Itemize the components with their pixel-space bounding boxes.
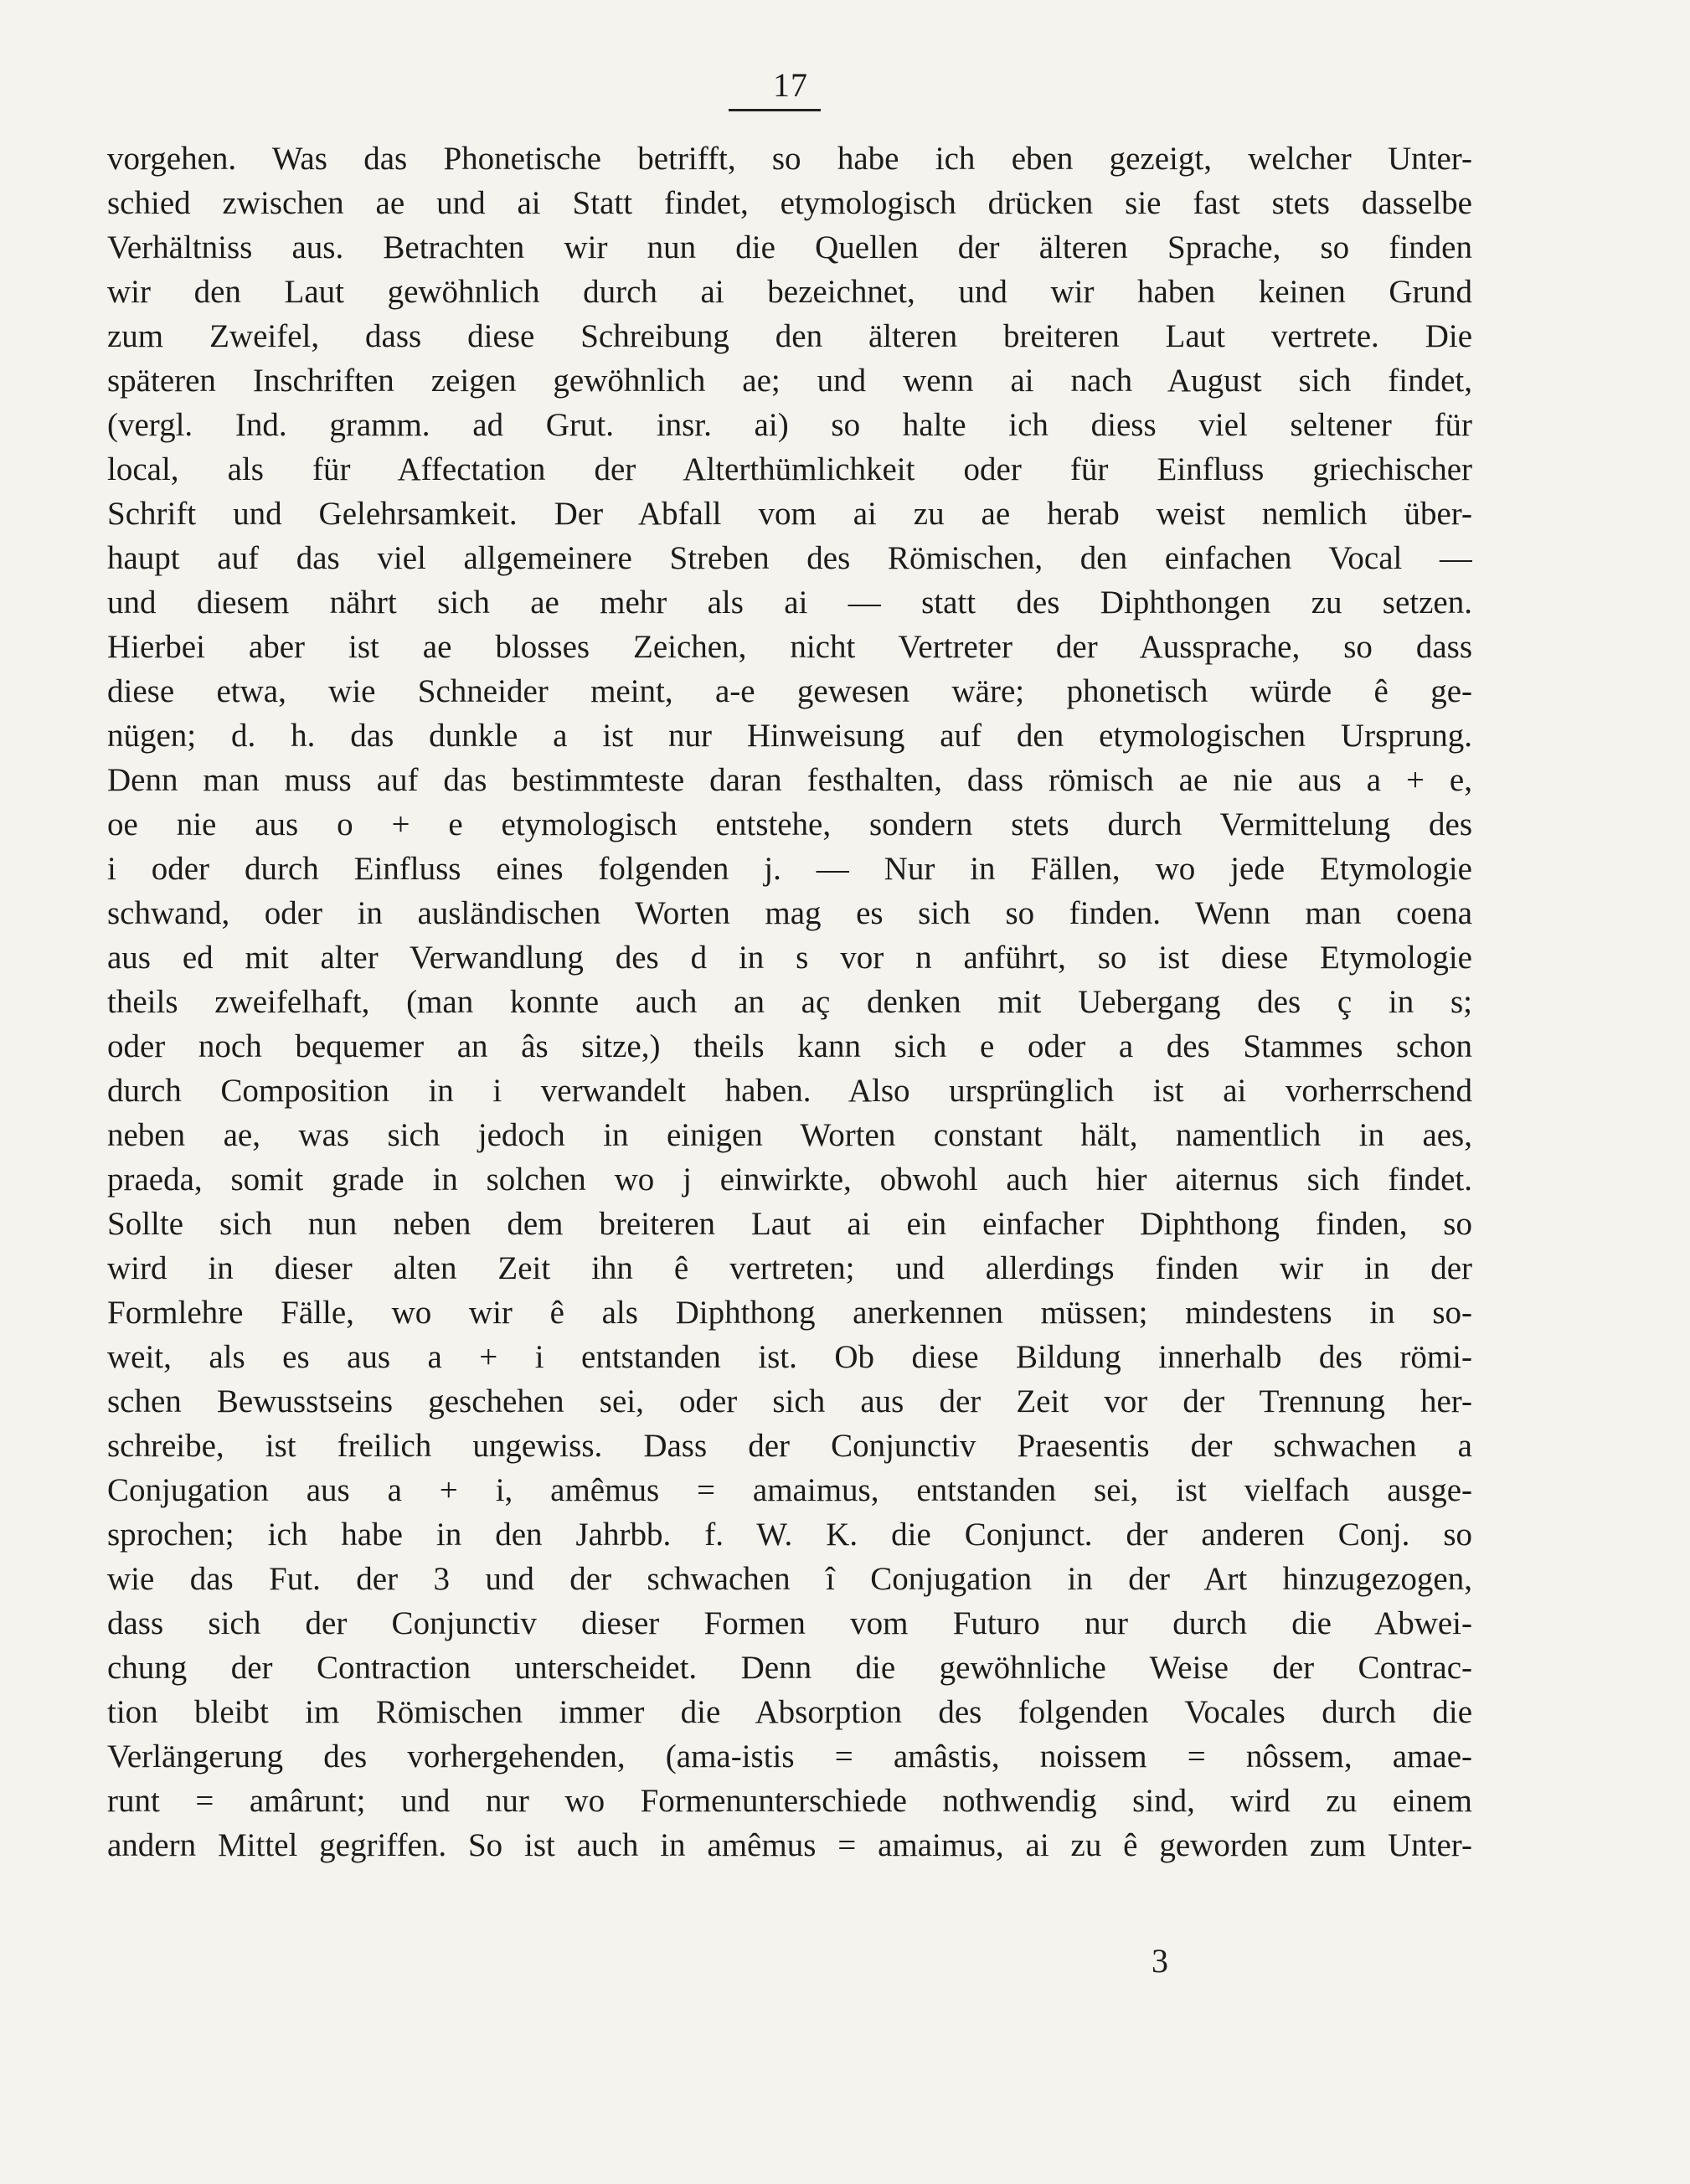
text-line: tion bleibt im Römischen immer die Absorption des folgenden Vocales durch die: [107, 1694, 1472, 1730]
text-line: theils zweifelhaft, (man konnte auch an aç denken mit Uebergang des ç in s;: [107, 984, 1472, 1020]
page-number-text: 17: [773, 66, 808, 104]
text-line: haupt auf das viel allgemeinere Streben des Römischen, den einfachen Vocal —: [107, 540, 1472, 576]
text-line: Formlehre Fälle, wo wir ê als Diphthong anerkennen müssen; mindestens in so-: [107, 1295, 1472, 1331]
text-line: und diesem nährt sich ae mehr als ai — statt des Diphthongen zu setzen.: [107, 585, 1472, 621]
text-line: schreibe, ist freilich ungewiss. Dass der Conjunctiv Praesentis der schwachen a: [107, 1428, 1472, 1464]
text-line: zum Zweifel, dass diese Schreibung den älteren breiteren Laut vertrete. Die: [107, 318, 1472, 354]
text-line: Hierbei aber ist ae blosses Zeichen, nicht Vertreter der Aussprache, so dass: [107, 629, 1472, 665]
text-line: aus ed mit alter Verwandlung des d in s vor n anführt, so ist diese Etymologie: [107, 940, 1472, 976]
text-line: runt = amârunt; und nur wo Formenunterschiede nothwendig sind, wird zu einem: [107, 1783, 1472, 1819]
text-line: schen Bewusstseins geschehen sei, oder sich aus der Zeit vor der Trennung her-: [107, 1383, 1472, 1419]
text-line: vorgehen. Was das Phonetische betrifft, so habe ich eben gezeigt, welcher Unter-: [107, 141, 1472, 177]
text-line: schwand, oder in ausländischen Worten mag es sich so finden. Wenn man coena: [107, 895, 1472, 931]
text-line: schied zwischen ae und ai Statt findet, etymologisch drücken sie fast stets dasselbe: [107, 185, 1472, 221]
body-text: [107, 136, 1472, 1867]
text-line: Verhältniss aus. Betrachten wir nun die Quellen der älteren Sprache, so finden: [107, 229, 1472, 265]
text-line: (vergl. Ind. gramm. ad Grut. insr. ai) so halte ich diess viel seltener für: [107, 407, 1472, 443]
text-line: i oder durch Einfluss eines folgenden j. — Nur in Fällen, wo jede Etymologie: [107, 851, 1472, 887]
text-line: chung der Contraction unterscheidet. Denn die gewöhnliche Weise der Contrac-: [107, 1650, 1472, 1686]
text-line: oe nie aus o + e etymologisch entstehe, sondern stets durch Vermittelung des: [107, 806, 1472, 842]
text-line: andern Mittel gegriffen. So ist auch in amêmus = amaimus, ai zu ê geworden zum Unter-: [107, 1827, 1472, 1863]
page-number: [0, 65, 1581, 105]
text-line: durch Composition in i verwandelt haben. Also ursprünglich ist ai vorherrschend: [107, 1073, 1472, 1109]
text-line: oder noch bequemer an âs sitze,) theils kann sich e oder a des Stammes schon: [107, 1028, 1472, 1064]
text-line: dass sich der Conjunctiv dieser Formen vom Futuro nur durch die Abwei-: [107, 1605, 1472, 1641]
text-line: späteren Inschriften zeigen gewöhnlich ae; und wenn ai nach August sich findet,: [107, 363, 1472, 399]
text-line: Schrift und Gelehrsamkeit. Der Abfall vom ai zu ae herab weist nemlich über-: [107, 496, 1472, 532]
text-line: sprochen; ich habe in den Jahrbb. f. W. K. die Conjunct. der anderen Conj. so: [107, 1517, 1472, 1553]
text-line: nügen; d. h. das dunkle a ist nur Hinweisung auf den etymologischen Ursprung.: [107, 718, 1472, 754]
text-line: weit, als es aus a + i entstanden ist. Ob diese Bildung innerhalb des römi-: [107, 1339, 1472, 1375]
text-line: praeda, somit grade in solchen wo j einwirkte, obwohl auch hier aiternus sich findet.: [107, 1162, 1472, 1198]
text-line: Denn man muss auf das bestimmteste daran festhalten, dass römisch ae nie aus a + e,: [107, 762, 1472, 798]
text-line: diese etwa, wie Schneider meint, a-e gewesen wäre; phonetisch würde ê ge-: [107, 673, 1472, 709]
text-line: local, als für Affectation der Alterthümlichkeit oder für Einfluss griechischer: [107, 451, 1472, 487]
text-line: Sollte sich nun neben dem breiteren Laut ai ein einfacher Diphthong finden, so: [107, 1206, 1472, 1242]
page-number-underline: [729, 109, 821, 111]
text-line: Conjugation aus a + i, amêmus = amaimus, entstanden sei, ist vielfach ausge-: [107, 1472, 1472, 1508]
text-line: neben ae, was sich jedoch in einigen Worten constant hält, namentlich in aes,: [107, 1117, 1472, 1153]
text-line: wie das Fut. der 3 und der schwachen î Conjugation in der Art hinzugezogen,: [107, 1561, 1472, 1597]
text-line: wir den Laut gewöhnlich durch ai bezeichnet, und wir haben keinen Grund: [107, 274, 1472, 310]
text-line: wird in dieser alten Zeit ihn ê vertreten; und allerdings finden wir in der: [107, 1250, 1472, 1286]
signature-mark: 3: [1152, 1942, 1168, 1980]
text-line: Verlängerung des vorhergehenden, (ama-istis = amâstis, noissem = nôssem, amae-: [107, 1738, 1472, 1774]
